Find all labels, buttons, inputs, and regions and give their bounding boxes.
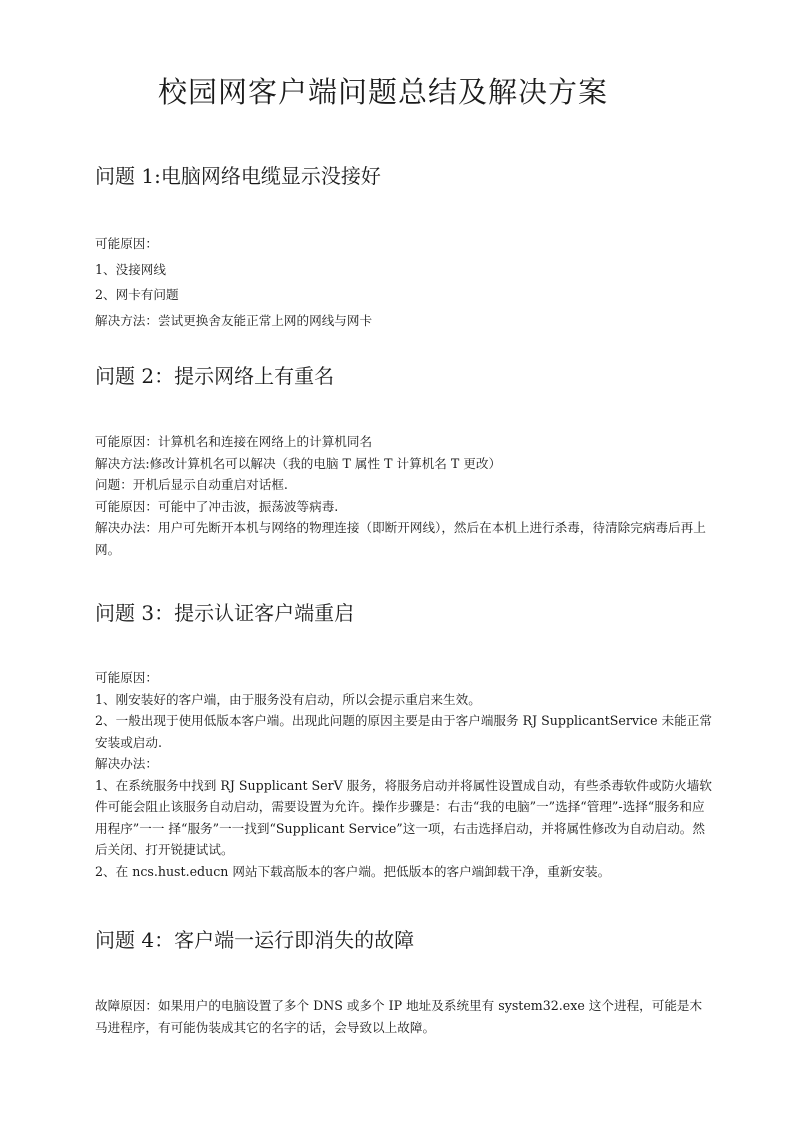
section-3-line-2: 1、刚安装好的客户端，由于服务没有启动，所以会提示重启来生效。 — [95, 691, 481, 707]
section-1-line-4: 解决方法：尝试更换舍友能正常上网的网线与网卡 — [95, 312, 373, 328]
section-2-line-5: 解决办法：用户可先断开本机与网络的物理连接（即断开网线），然后在本机上进行杀毒，待清除完病毒后再上网。 — [95, 520, 706, 557]
section-1-line-3: 2、网卡有问题 — [95, 287, 179, 302]
section-3-line-4: 解决办法： — [95, 756, 158, 771]
section-2-line-3: 问题：开机后显示自动重启对话框. — [95, 477, 288, 492]
section-1-body — [95, 231, 713, 333]
section-3-line-3: 2、一般出现于使用低版本客户端。出现此问题的原因主要是由于客户端服务 RJ SupplicantService 未能正常安装或启动. — [95, 713, 712, 750]
section-3-body — [95, 667, 713, 882]
section-4-body — [95, 995, 713, 1038]
section-3-line-6: 2、在 ncs.hust.educn 网站下载高版本的客户端。把低版本的客户端卸载干净，重新安装。 — [95, 863, 611, 879]
section-3-heading: 问题 3：提示认证客户端重启 — [95, 601, 355, 625]
section-1-heading: 问题 1:电脑网络电缆显示没接好 — [95, 164, 381, 188]
section-2-line-4: 可能原因：可能中了冲击波，振荡波等病毒. — [95, 498, 339, 514]
document-title: 校园网客户端问题总结及解决方案 — [157, 75, 608, 109]
section-1-line-2: 1、没接网线 — [95, 261, 166, 277]
section-4-heading: 问题 4：客户端一运行即消失的故障 — [95, 928, 415, 952]
section-2-line-1: 可能原因：计算机名和连接在网络上的计算机同名 — [95, 434, 373, 449]
section-4-line-1: 故障原因：如果用户的电脑设置了多个 DNS 或多个 IP 地址及系统里有 system32.exe 这个进程，可能是木马进程序，有可能伪装成其它的名字的话，会导致以上故障。 — [95, 998, 703, 1035]
section-2-heading: 问题 2：提示网络上有重名 — [95, 364, 335, 388]
section-2-body — [95, 431, 713, 560]
section-1-line-1: 可能原因： — [95, 236, 158, 251]
section-3-line-5: 1、在系统服务中找到 RJ Supplicant SerV 服务，将服务启动并将属性设置成自动，有些杀毒软件或防火墙软件可能会阻止该服务自动启动，需要设置为允许。操作步骤是：右击“我的电脑”一”选择“管理”-选择“服务和应用程序”一一 择“服务”一一找到“Supplicant Service”这一项，右击选择启动，并将属性修改为自动启动。然后关闭、打开锐捷试试。 — [95, 777, 712, 857]
section-3-line-1: 可能原因： — [95, 670, 158, 685]
section-2-line-2: 解决方法:修改计算机名可以解决（我的电脑 T 属性 T 计算机名 T 更改） — [95, 455, 502, 471]
